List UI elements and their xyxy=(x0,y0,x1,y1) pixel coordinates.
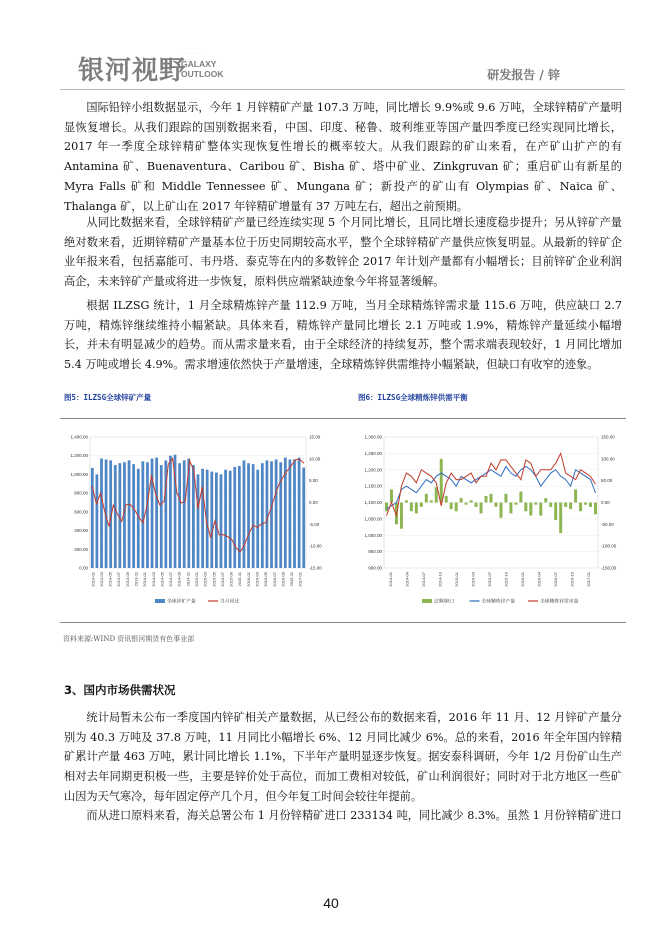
x-tick-label: 2016-01 xyxy=(245,572,251,587)
bar xyxy=(519,492,522,503)
bar xyxy=(425,494,428,503)
x-tick-label: 2013-05 xyxy=(107,572,113,587)
y-left-tick-label: 1,050.00 xyxy=(364,516,382,522)
y-right-tick-label: 50.00 xyxy=(601,478,613,484)
x-tick-label: 2016-09 xyxy=(280,572,286,587)
x-tick-label: 2013-03 xyxy=(98,572,104,587)
page-number: 40 xyxy=(323,895,339,911)
legend-label: 过剩/缺口 xyxy=(434,599,455,605)
report-label: 研发报告 / 锌 xyxy=(487,68,560,82)
bar xyxy=(197,474,200,568)
bar xyxy=(169,456,172,568)
bar xyxy=(238,466,241,568)
bar xyxy=(539,503,542,516)
x-tick-label: 2014-07 xyxy=(421,572,427,587)
bar xyxy=(430,500,433,502)
x-tick-label: 2014-05 xyxy=(159,572,165,587)
paragraph-3: 根据 ILZSG 统计，1 月全球精炼锌产量 112.9 万吨，当月全球精炼锌需求量 115.6 万吨，供应缺口 2.7 万吨，精炼锌继续维持小幅紧缺。具体来看，精炼锌产量同比增长 2.1 万吨或 1.9%，精炼锌产量延续小幅增长，并未有明显减少的趋势。而从需求量来看，由于全球经济的持续复苏，整个需求端表现较好，1 月同比增加 5.4 万吨或增长 4.9%。需求增速依然快于产量增速，全球精炼锌供需维持小幅紧缺，但缺口有收窄的迹象。 xyxy=(64,299,622,372)
x-tick-label: 2016-01 xyxy=(519,572,525,587)
bar xyxy=(256,470,259,568)
bar xyxy=(270,461,273,568)
x-tick-label: 2013-01 xyxy=(90,572,96,587)
x-tick-label: 2016-03 xyxy=(254,572,260,587)
x-tick-label: 2014-04 xyxy=(404,572,410,587)
bar xyxy=(420,503,423,507)
bar xyxy=(192,465,195,568)
bar xyxy=(400,503,403,529)
legend-swatch xyxy=(155,599,165,603)
bar xyxy=(220,474,223,568)
bar xyxy=(183,460,186,568)
series-line xyxy=(386,453,595,515)
logo-line-2: OUTLOOK xyxy=(181,69,224,79)
figure-source: 资料来源:WIND 资讯银河期货有色事业部 xyxy=(63,635,195,643)
x-tick-label: 2017-01 xyxy=(297,572,303,587)
bar xyxy=(440,459,443,503)
y-left-tick-label: 1,300.00 xyxy=(364,434,382,440)
bar xyxy=(465,503,468,505)
x-tick-label: 2015-07 xyxy=(219,572,225,587)
bar xyxy=(275,459,278,568)
y-right-tick-label: 0.00 xyxy=(601,500,610,505)
bar xyxy=(151,459,154,568)
x-tick-label: 2014-07 xyxy=(168,572,174,587)
x-tick-label: 2017-01 xyxy=(585,572,591,587)
y-left-tick-label: 900.00 xyxy=(368,565,382,571)
y-left-tick-label: 0.00 xyxy=(79,565,88,571)
paragraph-2: 从同比数据来看，全球锌精矿产量已经连续实现 5 个月同比增长，且同比增长速度稳步提升；另从锌矿产量绝对数来看，近期锌精矿产量基本位于历史同期较高水平，整个全球锌精矿产量供应恢复明显。从最新的锌矿企业年报来看，包括嘉能可、韦丹塔、泰克等在内的多数锌企 2017 年计划产量都有小幅增长；目前锌矿企业利润高企，未来锌矿产量或将进一步恢复，原料供应端紧缺迹象今年将显著缓解。 xyxy=(64,216,622,289)
bar xyxy=(579,503,582,512)
bar xyxy=(544,498,547,502)
y-right-tick-label: -10.00 xyxy=(309,543,322,549)
x-tick-label: 2015-11 xyxy=(237,572,243,587)
bar xyxy=(132,464,135,568)
bar xyxy=(490,494,493,503)
y-right-tick-label: 5.00 xyxy=(309,478,318,484)
bar xyxy=(243,460,246,568)
x-tick-label: 2016-07 xyxy=(552,572,558,587)
bar xyxy=(302,468,305,568)
bar xyxy=(261,463,264,568)
x-tick-label: 2013-09 xyxy=(124,572,130,587)
bar xyxy=(470,500,473,502)
bar xyxy=(210,472,213,568)
y-right-tick-label: -15.00 xyxy=(309,565,322,571)
bar xyxy=(460,498,463,502)
bar xyxy=(155,458,158,568)
bar xyxy=(564,503,567,507)
bar xyxy=(549,503,552,507)
figure5-title: 图5：ILZSG全球锌矿产量 xyxy=(64,393,152,402)
x-tick-label: 2013-07 xyxy=(116,572,122,587)
logo-line-1: GALAXY xyxy=(181,59,217,69)
y-right-tick-label: 0.00 xyxy=(309,500,318,505)
bar xyxy=(91,468,94,568)
y-left-tick-label: 1,000.00 xyxy=(70,471,88,477)
bar xyxy=(509,503,512,514)
figure6-title: 图6：ILZSG全球精炼锌供需平衡 xyxy=(358,393,468,402)
paragraph-4: 统计局暂未公布一季度国内锌矿相关产量数据，从已经公布的数据来看，2016 年 11 月、12 月锌矿产量分别为 40.3 万吨及 37.8 万吨，11 月同比小幅增长 6%、12 月同比减少 6%。总的来看，2016 年全年国内锌精矿累计产量 463 万吨，累计同比增长 1.1%，下半年产量明显逐步恢复。据安泰科调研，今年 1/2 月份矿山生产相对去年同期更积极一些，主要是锌价处于高位，而加工费相对较低，矿山利润很好；同时对于北方地区一些矿山因为天气寒冷，每年固定停产几个月，但今年复工时间会较往年提前。 xyxy=(64,711,622,803)
x-tick-label: 2015-10 xyxy=(503,572,509,587)
y-right-tick-label: -150.00 xyxy=(601,565,617,571)
bar xyxy=(229,471,232,568)
bar xyxy=(160,465,163,568)
y-left-tick-label: 1,200.00 xyxy=(364,467,382,473)
figure-bottom-rule xyxy=(60,622,626,623)
bar xyxy=(554,503,557,520)
bar xyxy=(128,460,131,568)
bar xyxy=(390,489,393,502)
y-left-tick-label: 400.00 xyxy=(74,528,88,534)
x-tick-label: 2014-09 xyxy=(176,572,182,587)
section-heading: 3、国内市场供需状况 xyxy=(64,683,176,697)
x-tick-label: 2015-01 xyxy=(454,572,460,587)
bar xyxy=(410,503,413,512)
bar xyxy=(252,464,255,568)
bar xyxy=(455,503,458,512)
bar xyxy=(114,465,117,568)
bar xyxy=(146,462,149,568)
bar xyxy=(215,473,218,568)
bar xyxy=(118,463,121,568)
x-tick-label: 2015-03 xyxy=(202,572,208,587)
bar xyxy=(514,503,517,505)
x-tick-label: 2016-04 xyxy=(536,572,542,587)
y-right-tick-label: -100.00 xyxy=(601,543,617,549)
x-tick-label: 2014-01 xyxy=(388,572,394,587)
bar xyxy=(559,503,562,534)
bar xyxy=(569,503,572,510)
x-tick-label: 2015-07 xyxy=(487,572,492,587)
bar xyxy=(445,496,448,503)
bar xyxy=(504,494,507,503)
figure5-chart xyxy=(60,425,332,617)
y-right-tick-label: 15.00 xyxy=(309,434,321,440)
bar xyxy=(224,470,227,568)
bar xyxy=(499,503,502,518)
paragraph-5: 而从进口原料来看，海关总署公布 1 月份锌精矿进口 233134 吨，同比减少 8.3%。虽然 1 月份锌精矿进口 xyxy=(86,809,622,822)
paragraph-1: 国际铅锌小组数据显示，今年 1 月锌精矿产量 107.3 万吨，同比增长 9.9%或 9.6 万吨，全球锌精矿产量明显恢复增长。从我们跟踪的国别数据来看，中国、印度、秘鲁、玻利维亚等国产量四季度已经实现同比增长，2017 年一季度全球锌精矿整体实现恢复性增长的概率较大。从我们跟踪的矿山来看，在产矿山扩产的有 Antamina 矿、Buenaventura、Caribou 矿、Bisha 矿、塔中矿业、Zinkgruvan 矿；重启矿山有新星的 Myra Falls 矿和 Middle Tennessee 矿、Mungana 矿；新投产的矿山有 Olympias 矿、Naica 矿、Thalanga 矿，以上矿山在 2017 年锌精矿增量有 37 万吨左右，超出之前预期。 xyxy=(64,101,622,213)
x-tick-label: 2014-11 xyxy=(185,572,191,587)
logo-chinese: 银河视野 xyxy=(78,56,187,86)
bar xyxy=(247,463,250,568)
x-tick-label: 2016-07 xyxy=(271,572,277,587)
bar xyxy=(298,458,301,568)
y-right-tick-label: 10.00 xyxy=(309,456,321,462)
y-right-tick-label: -50.00 xyxy=(601,521,614,527)
y-left-tick-label: 1,000.00 xyxy=(364,532,382,538)
legend-swatch xyxy=(422,599,432,603)
bar xyxy=(415,503,418,514)
y-left-tick-label: 1,400.00 xyxy=(70,434,88,440)
bar xyxy=(289,459,292,568)
x-tick-label: 2016-10 xyxy=(569,572,575,587)
bar xyxy=(233,467,236,568)
x-tick-label: 2015-09 xyxy=(228,572,234,587)
bar xyxy=(589,503,592,507)
bar xyxy=(594,503,597,515)
y-left-tick-label: 950.00 xyxy=(368,549,382,555)
x-tick-label: 2015-01 xyxy=(194,572,199,587)
bar xyxy=(485,496,488,503)
y-left-tick-label: 1,250.00 xyxy=(364,450,382,456)
y-right-tick-label: 100.00 xyxy=(601,456,615,462)
y-right-tick-label: 150.00 xyxy=(601,434,615,440)
x-tick-label: 2015-05 xyxy=(211,572,217,587)
legend-label: 当月同比 xyxy=(220,599,240,605)
x-tick-label: 2015-04 xyxy=(470,572,476,587)
legend-label: 全球精炼锌需求量 xyxy=(540,599,579,605)
x-tick-label: 2014-10 xyxy=(437,572,443,587)
y-left-tick-label: 1,200.00 xyxy=(70,453,88,459)
y-left-tick-label: 200.00 xyxy=(74,546,88,552)
x-tick-label: 2014-03 xyxy=(150,572,156,587)
bar xyxy=(100,459,103,568)
figure-top-rule xyxy=(60,418,626,419)
header-divider xyxy=(60,89,625,90)
bar xyxy=(475,503,478,507)
bar xyxy=(450,503,453,510)
bar xyxy=(178,463,181,568)
y-left-tick-label: 1,150.00 xyxy=(364,483,382,489)
bar xyxy=(405,500,408,502)
logo-english: · · · · · · GALAXY OUTLOOK xyxy=(181,51,224,79)
y-left-tick-label: 600.00 xyxy=(74,509,88,515)
y-left-tick-label: 1,100.00 xyxy=(364,500,382,505)
legend-label: 全球精炼锌产量 xyxy=(481,599,516,605)
bar xyxy=(574,489,577,502)
y-right-tick-label: -5.00 xyxy=(309,521,320,527)
bar xyxy=(385,503,388,512)
bar xyxy=(266,460,269,568)
x-tick-label: 2016-05 xyxy=(263,572,269,587)
bar xyxy=(480,503,483,514)
bar xyxy=(279,462,282,568)
bar xyxy=(494,503,497,507)
bar xyxy=(141,461,144,568)
bar xyxy=(534,503,537,505)
bar xyxy=(201,469,204,568)
figure6-chart xyxy=(350,425,626,617)
bar xyxy=(293,459,296,568)
x-tick-label: 2014-01 xyxy=(142,572,148,587)
bar xyxy=(529,503,532,516)
y-left-tick-label: 800.00 xyxy=(74,490,88,496)
bar xyxy=(584,503,587,505)
x-tick-label: 2013-11 xyxy=(133,572,139,587)
bar xyxy=(96,474,99,568)
bar xyxy=(524,503,527,512)
legend-label: 全球锌矿产量 xyxy=(167,599,196,605)
x-tick-label: 2016-11 xyxy=(289,572,295,587)
